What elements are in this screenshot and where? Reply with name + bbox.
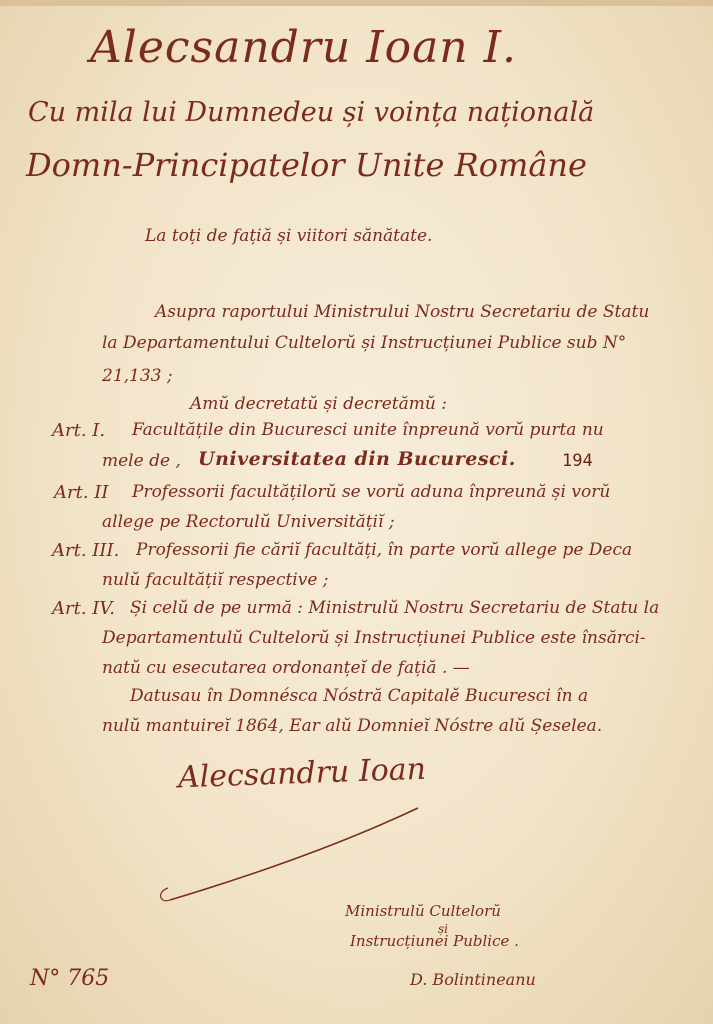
minister-signature: D. Bolintineanu <box>410 970 536 989</box>
article-1-label: Art. I. <box>52 420 106 441</box>
ministry-line-2: și <box>438 922 448 936</box>
dated-line-2: nulŭ mantuireĭ 1864, Ear alŭ Domnieĭ Nóstre alŭ Șeselea. <box>102 716 603 736</box>
article-1-line-2a: mele de , <box>102 451 181 471</box>
title-line-grace: Cu mila lui Dumnedeu și voința națională <box>28 97 595 128</box>
article-2-line-1: Professorii facultățilorŭ se vorŭ aduna înpreună și vorŭ <box>132 482 611 502</box>
preamble-line-3: 21,133 ; <box>102 366 173 386</box>
ruler-name-heading: Alecsandru Ioan I. <box>90 22 517 73</box>
signature-flourish <box>150 800 430 910</box>
article-2-line-2: allege pe Rectorulŭ Universitățiĭ ; <box>102 512 395 532</box>
article-4-line-2: Departamentulŭ Cultelorŭ și Instrucțiunei Publice este însărci- <box>102 628 646 648</box>
article-4-line-3: natŭ cu esecutarea ordonanțeĭ de fațiă . — <box>102 658 470 678</box>
article-1-line-1: Facultățile din Bucuresci unite înpreună vorŭ purta nu <box>132 420 604 440</box>
article-2-label: Art. II <box>54 482 109 503</box>
title-line-domain: Domn-Principatelor Unite Române <box>26 146 587 184</box>
greeting-line: La toți de fațiă și viitori sănătate. <box>145 226 433 246</box>
article-4-label: Art. IV. <box>52 598 115 619</box>
ministry-line-3: Instrucțiunei Publice . <box>350 932 519 950</box>
preamble-line-2: la Departamentului Cultelorŭ și Instrucțiunei Publice sub N° <box>102 333 627 353</box>
article-4-line-1: Și celŭ de pe urmă : Ministrulŭ Nostru Secretariu de Statu la <box>130 598 660 618</box>
article-3-line-2: nulŭ facultățiĭ respective ; <box>102 570 329 590</box>
ministry-line-1: Ministrulŭ Cultelorŭ <box>345 902 501 920</box>
preamble-line-1: Asupra raportului Ministrului Nostru Secretariu de Statu <box>155 302 650 322</box>
university-name: Universitatea din Bucuresci. <box>198 448 516 470</box>
paper-edge <box>0 0 713 6</box>
decree-formula: Amŭ decretatŭ și decretămŭ : <box>190 394 447 414</box>
prince-signature: Alecsandru Ioan <box>177 751 427 796</box>
registry-number: N° 765 <box>30 966 110 991</box>
marginal-number: 194 <box>562 451 593 471</box>
dated-line-1: Datusau în Domnésca Nóstră Capitalĕ Bucuresci în a​ <box>130 686 589 706</box>
article-3-line-1: Professorii fie căriĭ facultăți, în parte vorŭ allege pe Deca <box>136 540 633 560</box>
article-3-label: Art. III. <box>52 540 120 561</box>
